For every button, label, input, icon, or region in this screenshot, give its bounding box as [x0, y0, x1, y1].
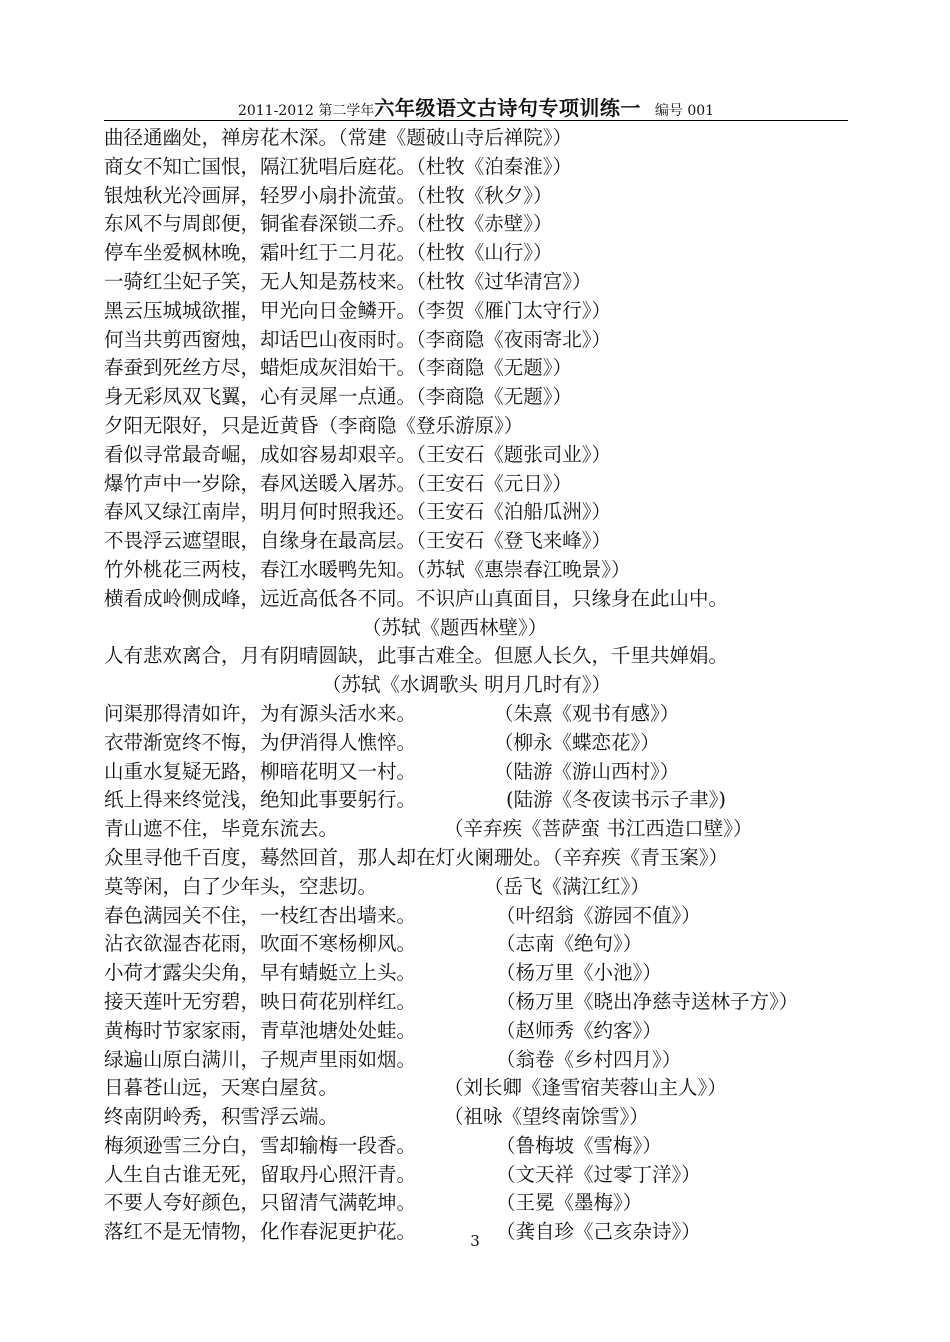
header-title: 六年级语文古诗句专项训练一	[374, 96, 641, 120]
poem-text: 竹外桃花三两枝，春江水暖鸭先知。（苏轼《惠崇春江晚景》）	[104, 557, 631, 581]
poem-line	[104, 729, 864, 758]
poem-text: 人有悲欢离合，月有阴晴圆缺，此事古难全。但愿人长久，千里共婵娟。	[104, 644, 729, 668]
poem-text: 看似寻常最奇崛，成如容易却艰辛。（王安石《题张司业》）	[104, 442, 612, 466]
poem-line	[104, 1132, 864, 1161]
poem-line	[104, 1046, 864, 1075]
poem-line	[104, 1017, 864, 1046]
poem-line	[104, 326, 864, 355]
poem-line	[104, 470, 864, 499]
poem-line	[104, 153, 864, 182]
poem-source: （龚自珍《己亥杂诗》）	[496, 1220, 701, 1244]
poem-line	[104, 902, 864, 931]
poem-line	[104, 1074, 864, 1103]
poem-line	[104, 844, 864, 873]
poem-text: 横看成岭侧成峰，远近高低各不同。不识庐山真面目，只缘身在此山中。	[104, 586, 729, 610]
poem-line	[104, 786, 864, 815]
poem-text: 日暮苍山远，天寒白屋贫。	[104, 1076, 339, 1100]
poem-text: 青山遮不住，毕竟东流去。	[104, 817, 339, 841]
poem-text: 人生自古谁无死，留取丹心照汗青。	[104, 1162, 417, 1186]
poem-line	[104, 527, 864, 556]
poem-text: 一骑红尘妃子笑，无人知是荔枝来。（杜牧《过华清宫》）	[104, 269, 592, 293]
poem-line	[104, 383, 864, 412]
poem-text: 商女不知亡国恨，隔江犹唱后庭花。（杜牧《泊秦淮》）	[104, 154, 573, 178]
poem-line	[104, 412, 864, 441]
poem-text: 爆竹声中一岁除，春风送暖入屠苏。（王安石《元日》）	[104, 471, 573, 495]
poem-source: （祖咏《望终南馀雪》）	[444, 1105, 649, 1129]
poem-line	[104, 642, 864, 671]
poem-source: （柳永《蝶恋花》）	[494, 730, 660, 754]
poem-text: 身无彩凤双飞翼，心有灵犀一点通。（李商隐《无题》）	[104, 385, 573, 409]
poem-line	[104, 239, 864, 268]
poem-line	[104, 585, 864, 614]
poem-line	[104, 1161, 864, 1190]
poem-source: （朱熹《观书有感》）	[494, 701, 680, 725]
poem-text: 曲径通幽处，禅房花木深。（常建《题破山寺后禅院》）	[104, 126, 573, 149]
header-prefix: 2011-2012 第二学年	[237, 103, 375, 119]
poem-line	[104, 441, 864, 470]
poem-text: 纸上得来终觉浅，绝知此事要躬行。	[104, 788, 417, 812]
poem-line	[104, 614, 864, 643]
poem-source: （文天祥《过零丁洋》）	[496, 1162, 701, 1186]
poem-source: (陆游《冬夜读书示子聿》)	[506, 788, 726, 812]
poem-text: 绿遍山原白满川，子规声里雨如烟。	[104, 1047, 417, 1071]
poem-text: 莫等闲，白了少年头，空悲切。	[104, 874, 378, 898]
poem-text: 衣带渐宽终不悔，为伊消得人憔悴。	[104, 730, 417, 754]
poem-line	[104, 182, 864, 211]
poem-text: 不畏浮云遮望眼，自缘身在最高层。（王安石《登飞来峰》）	[104, 529, 612, 553]
poem-source: （赵师秀《约客》）	[496, 1018, 662, 1042]
page-number: 3	[470, 1232, 480, 1250]
poem-line	[104, 498, 864, 527]
poem-line	[104, 268, 864, 297]
poem-text: 停车坐爱枫林晚，霜叶红于二月花。（杜牧《山行》）	[104, 241, 553, 265]
poem-text: 梅须逊雪三分白，雪却输梅一段香。	[104, 1133, 417, 1157]
poem-source: （杨万里《小池》）	[496, 961, 662, 985]
poem-text: 黑云压城城欲摧，甲光向日金鳞开。（李贺《雁门太守行》）	[104, 298, 612, 322]
poem-line	[104, 873, 864, 902]
poem-line	[104, 758, 864, 787]
poem-line	[104, 700, 864, 729]
poem-source: （岳飞《满江红》）	[484, 874, 650, 898]
poem-text: 沾衣欲湿杏花雨，吹面不寒杨柳风。	[104, 932, 417, 956]
poem-line	[104, 671, 864, 700]
poem-source: （王冕《墨梅》）	[496, 1191, 643, 1215]
poem-text: 不要人夸好颜色，只留清气满乾坤。	[104, 1191, 417, 1215]
poem-text: 众里寻他千百度，蓦然回首，那人却在灯火阑珊处。（辛弃疾《青玉案》）	[104, 845, 729, 869]
poem-text: 终南阴岭秀，积雪浮云端。	[104, 1105, 339, 1129]
poem-text: 东风不与周郎便，铜雀春深锁二乔。（杜牧《赤壁》）	[104, 212, 553, 236]
poem-text: 夕阳无限好，只是近黄昏（李商隐《登乐游原》）	[104, 413, 524, 437]
poem-source: （叶绍翁《游园不值》）	[496, 903, 701, 927]
poem-text: 银烛秋光冷画屏，轻罗小扇扑流萤。（杜牧《秋夕》）	[104, 183, 553, 207]
page-header	[104, 96, 848, 121]
poem-line	[104, 556, 864, 585]
poem-source: （杨万里《晓出净慈寺送林子方》）	[496, 989, 799, 1013]
poem-text: 春色满园关不住，一枝红杏出墙来。	[104, 903, 417, 927]
poem-source: （陆游《游山西村》）	[494, 759, 680, 783]
poem-line	[104, 815, 864, 844]
poem-line	[104, 1189, 864, 1218]
poem-source: （翁卷《乡村四月》）	[496, 1047, 682, 1071]
poem-text: 春风又绿江南岸，明月何时照我还。（王安石《泊船瓜洲》）	[104, 500, 612, 524]
poem-text: 接天莲叶无穷碧，映日荷花别样红。	[104, 989, 417, 1013]
poem-text: 何当共剪西窗烛，却话巴山夜雨时。（李商隐《夜雨寄北》）	[104, 327, 612, 351]
poem-source: （志南《绝句》）	[496, 932, 643, 956]
poem-text: 落红不是无情物，化作春泥更护花。	[104, 1220, 417, 1244]
header-number: 编号 001	[654, 103, 715, 119]
poem-source: （苏轼《水调歌头 明月几时有》）	[322, 673, 611, 697]
poem-text: 山重水复疑无路，柳暗花明又一村。	[104, 759, 417, 783]
poem-source: （辛弃疾《菩萨蛮 书江西造口壁》）	[444, 817, 753, 841]
poem-text: 小荷才露尖尖角，早有蜻蜓立上头。	[104, 961, 417, 985]
poem-line	[104, 124, 864, 153]
poem-line	[104, 988, 864, 1017]
poem-text: 春蚕到死丝方尽，蜡炬成灰泪始干。（李商隐《无题》）	[104, 356, 573, 380]
poem-line	[104, 1103, 864, 1132]
poem-text: 问渠那得清如许，为有源头活水来。	[104, 701, 417, 725]
poem-line	[104, 959, 864, 988]
poem-source: （刘长卿《逢雪宿芙蓉山主人》）	[444, 1076, 727, 1100]
poem-lines	[104, 124, 864, 1247]
poem-source: （苏轼《题西林壁》）	[362, 615, 548, 639]
poem-source: （鲁梅坡《雪梅》）	[496, 1133, 662, 1157]
poem-line	[104, 210, 864, 239]
poem-line	[104, 297, 864, 326]
poem-text: 黄梅时节家家雨，青草池塘处处蛙。	[104, 1018, 417, 1042]
poem-line	[104, 930, 864, 959]
poem-line	[104, 354, 864, 383]
